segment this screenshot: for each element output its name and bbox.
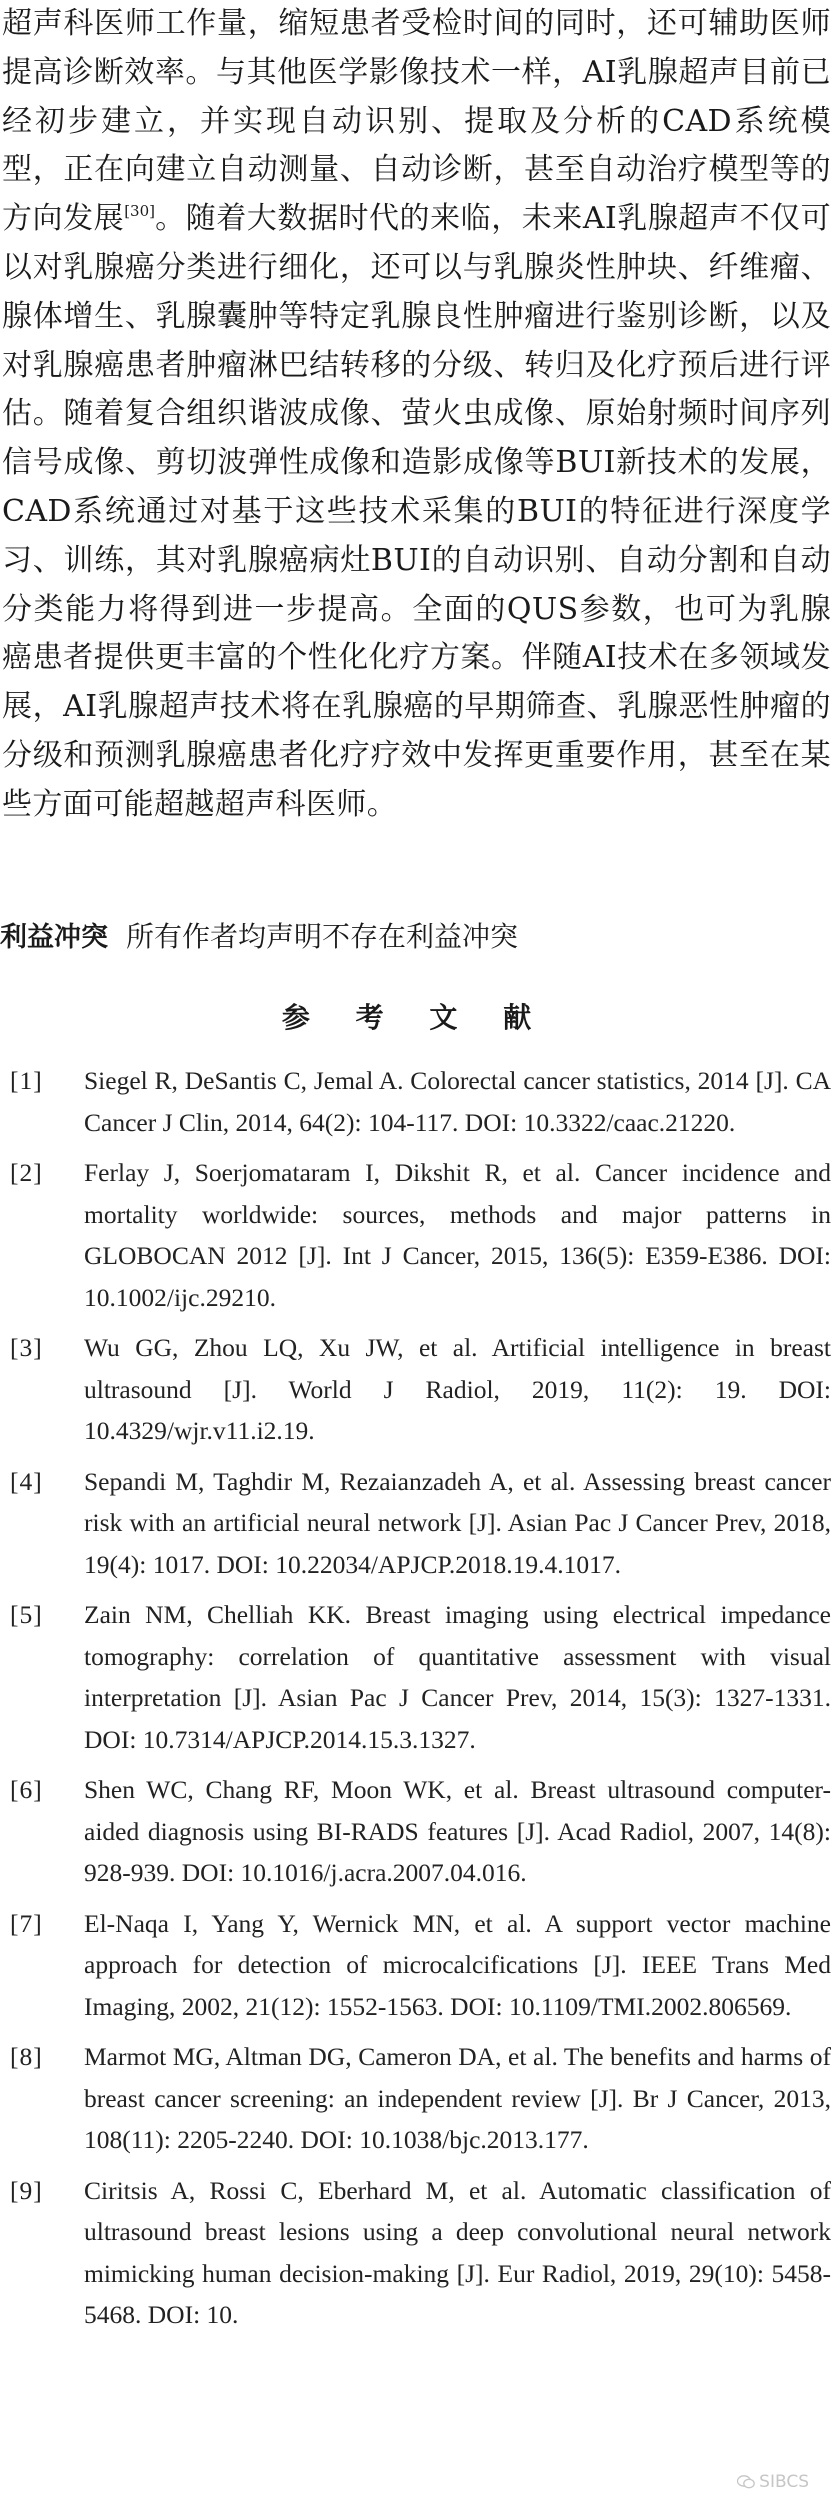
reference-text: El-Naqa I, Yang Y, Wernick MN, et al. A support vector machine approach for detection of microcalcifications [J]. IEEE Trans Med Imaging, 2002, 21(12): 1552-1563. DOI: 10.1109/TMI.2002.806569. [84, 1908, 831, 2021]
reference-item [0, 2036, 831, 2161]
wechat-icon [737, 2474, 755, 2488]
reference-text: Shen WC, Chang RF, Moon WK, et al. Breast ultrasound computer-aided diagnosis using BI-RADS features [J]. Acad Radiol, 2007, 14(8): 928-939. DOI: 10.1016/j.acra.2007.04.016. [84, 1775, 831, 1887]
reference-number: [4] [10, 1466, 43, 1496]
reference-number: [8] [10, 2042, 43, 2071]
reference-number: [2] [10, 1158, 43, 1187]
reference-number: [9] [10, 2175, 43, 2205]
body-paragraph [0, 0, 831, 830]
conflict-label: 利益冲突 [0, 922, 108, 953]
reference-text: Ferlay J, Soerjomataram I, Dikshit R, et al. Cancer incidence and mortality worldwide: sources, methods and major patterns in GLOBOCAN 2012 [J]. Int J Cancer, 2015, 136(5): E359-E386. DOI: 10.1002/ijc.29210. [84, 1158, 831, 1312]
reference-item [0, 1461, 831, 1586]
reference-list [0, 1060, 831, 2345]
watermark-text: SIBCS [759, 2472, 809, 2492]
reference-item [0, 1769, 831, 1894]
reference-number: [7] [10, 1908, 43, 1938]
conflict-text: 所有作者均声明不存在利益冲突 [126, 920, 519, 953]
reference-item [0, 1903, 831, 2028]
body-text-part2: 。随着大数据时代的来临，未来AI乳腺超声不仅可以对乳腺癌分类进行细化，还可以与乳腺炎性肿块、纤维瘤、腺体增生、乳腺囊肿等特定乳腺良性肿瘤进行鉴别诊断，以及对乳腺癌患者肿瘤淋巴结转移的分级、转归及化疗预后进行评估。随着复合组织谐波成像、萤火虫成像、原始射频时间序列信号成像、剪切波弹性成像和造影成像等BUI新技术的发展，CAD系统通过对基于这些技术采集的BUI的特征进行深度学习、训练，其对乳腺癌病灶BUI的自动识别、自动分割和自动分类能力将得到进一步提高。全面的QUS参数，也可为乳腺癌患者提供更丰富的个性化化疗方案。伴随AI技术在多领域发展，AI乳腺超声技术将在乳腺癌的早期筛查、乳腺恶性肿瘤的分级和预测乳腺癌患者化疗疗效中发挥更重要作用，甚至在某些方面可能超越超声科医师。 [2, 201, 831, 822]
reference-text: Wu GG, Zhou LQ, Xu JW, et al. Artificial intelligence in breast ultrasound [J]. World J Radiol, 2019, 11(2): 19. DOI: 10.4329/wjr.v11.i2.19. [84, 1333, 831, 1445]
reference-number: [5] [10, 1600, 43, 1629]
reference-item [0, 2170, 831, 2336]
reference-number: [1] [10, 1066, 43, 1095]
reference-number: [3] [10, 1333, 43, 1362]
reference-text: Ciritsis A, Rossi C, Eberhard M, et al. Automatic classification of ultrasound breast lesions using a deep convolutional neural network mimicking human decision-making [J]. Eur Radiol, 2019, 29(10): 5458-5468. DOI: 10. [84, 2175, 831, 2329]
reference-item [0, 1327, 831, 1452]
reference-text: Sepandi M, Taghdir M, Rezaianzadeh A, et al. Assessing breast cancer risk with an artificial neural network [J]. Asian Pac J Cancer Prev, 2018, 19(4): 1017. DOI: 10.22034/APJCP.2018.19.4.1017. [84, 1466, 831, 1579]
reference-text: Zain NM, Chelliah KK. Breast imaging using electrical impedance tomography: correlation of quantitative assessment with visual interpretation [J]. Asian Pac J Cancer Prev, 2014, 15(3): 1327-1331. DOI: 10.7314/APJCP.2014.15.3.1327. [84, 1600, 831, 1754]
references-heading: 参 考 文 献 [281, 1001, 550, 1034]
reference-number: [6] [10, 1775, 43, 1804]
reference-item [0, 1060, 831, 1143]
citation-superscript[interactable]: [30] [124, 202, 155, 221]
reference-text: Siegel R, DeSantis C, Jemal A. Colorectal cancer statistics, 2014 [J]. CA Cancer J Clin, 2014, 64(2): 104-117. DOI: 10.3322/caac.21220. [84, 1066, 831, 1137]
reference-item [0, 1152, 831, 1318]
conflict-of-interest [0, 917, 831, 958]
body-text-part1: 超声科医师工作量，缩短患者受检时间的同时，还可辅助医师提高诊断效率。与其他医学影像技术一样，AI乳腺超声目前已经初步建立，并实现自动识别、提取及分析的CAD系统模型，正在向建立自动测量、自动诊断，甚至自动治疗模型等的方向发展 [2, 6, 831, 237]
reference-text: Marmot MG, Altman DG, Cameron DA, et al. The benefits and harms of breast cancer screening: an independent review [J]. Br J Cancer, 2013, 108(11): 2205-2240. DOI: 10.1038/bjc.2013.177. [84, 2042, 831, 2154]
watermark [737, 2472, 809, 2492]
reference-item [0, 1594, 831, 1760]
